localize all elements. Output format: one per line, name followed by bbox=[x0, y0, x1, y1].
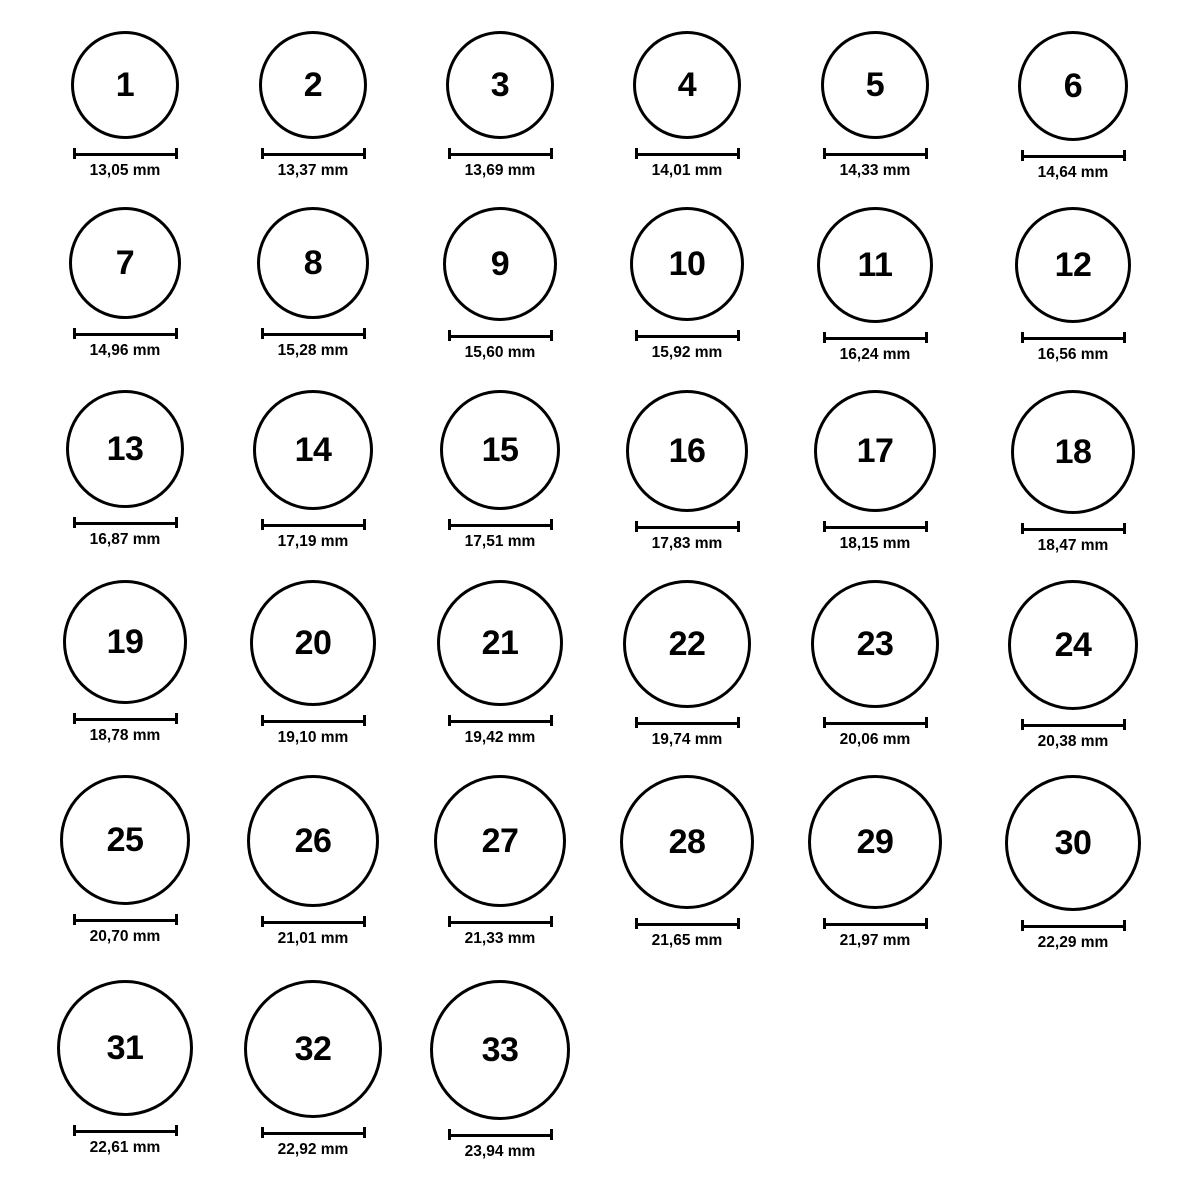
diameter-label: 18,15 mm bbox=[839, 535, 911, 552]
measure-line bbox=[73, 153, 178, 156]
ring-size-cell bbox=[791, 31, 959, 179]
ring-size-cell bbox=[596, 390, 778, 552]
ring-size-cell bbox=[978, 580, 1168, 750]
diameter-measure-bar bbox=[1021, 719, 1126, 730]
ring-circle bbox=[57, 980, 193, 1116]
ring-circle bbox=[60, 775, 190, 905]
measure-cap-right bbox=[737, 918, 740, 929]
diameter-measure-bar bbox=[635, 717, 740, 728]
ring-size-cell bbox=[985, 207, 1161, 363]
measure-line bbox=[635, 153, 740, 156]
ring-size-number: 26 bbox=[294, 822, 332, 860]
measure-cap-right bbox=[737, 330, 740, 341]
ring-size-number: 27 bbox=[481, 822, 519, 860]
diameter-label: 19,74 mm bbox=[651, 731, 723, 748]
measure-cap-left bbox=[261, 916, 264, 927]
measure-cap-right bbox=[737, 521, 740, 532]
ring-size-number: 14 bbox=[294, 431, 332, 469]
measure-line bbox=[261, 153, 366, 156]
ring-size-cell bbox=[590, 775, 784, 949]
measure-cap-right bbox=[175, 1125, 178, 1136]
ring-circle bbox=[71, 31, 179, 139]
ring-size-number: 16 bbox=[668, 432, 706, 470]
measure-cap-right bbox=[363, 916, 366, 927]
diameter-measure-bar bbox=[261, 519, 366, 530]
measure-cap-right bbox=[550, 519, 553, 530]
measure-cap-right bbox=[1123, 920, 1126, 931]
ring-size-number: 30 bbox=[1054, 824, 1092, 862]
ring-size-number: 33 bbox=[481, 1031, 519, 1069]
diameter-measure-bar bbox=[448, 330, 553, 341]
ring-size-number: 8 bbox=[303, 244, 323, 282]
ring-size-cell bbox=[39, 207, 211, 359]
ring-size-number: 18 bbox=[1054, 433, 1092, 471]
diameter-label: 13,05 mm bbox=[89, 162, 161, 179]
measure-line bbox=[635, 923, 740, 926]
measure-line bbox=[635, 526, 740, 529]
ring-circle bbox=[69, 207, 181, 319]
ring-size-number: 2 bbox=[303, 66, 323, 104]
ring-circle bbox=[253, 390, 373, 510]
ring-circle bbox=[437, 580, 563, 706]
ring-size-cell bbox=[27, 980, 223, 1156]
ring-size-cell bbox=[600, 207, 774, 361]
measure-line bbox=[823, 526, 928, 529]
ring-size-cell bbox=[41, 31, 209, 179]
ring-size-number: 32 bbox=[294, 1030, 332, 1068]
ring-size-number: 17 bbox=[856, 432, 894, 470]
measure-line bbox=[448, 153, 553, 156]
ring-size-number: 20 bbox=[294, 624, 332, 662]
diameter-measure-bar bbox=[261, 916, 366, 927]
measure-cap-left bbox=[448, 715, 451, 726]
measure-line bbox=[261, 921, 366, 924]
ring-size-cell bbox=[227, 207, 399, 359]
diameter-measure-bar bbox=[1021, 523, 1126, 534]
diameter-label: 22,29 mm bbox=[1037, 934, 1109, 951]
ring-circle bbox=[1015, 207, 1131, 323]
measure-cap-left bbox=[635, 717, 638, 728]
diameter-label: 13,69 mm bbox=[464, 162, 536, 179]
measure-cap-left bbox=[261, 328, 264, 339]
ring-circle bbox=[814, 390, 936, 512]
measure-cap-left bbox=[261, 1127, 264, 1138]
diameter-label: 21,97 mm bbox=[839, 932, 911, 949]
diameter-label: 18,78 mm bbox=[89, 727, 161, 744]
measure-cap-right bbox=[175, 328, 178, 339]
measure-line bbox=[73, 1130, 178, 1133]
ring-size-number: 15 bbox=[481, 431, 519, 469]
measure-cap-right bbox=[550, 715, 553, 726]
measure-cap-left bbox=[448, 916, 451, 927]
diameter-measure-bar bbox=[635, 521, 740, 532]
ring-circle bbox=[257, 207, 369, 319]
diameter-label: 22,61 mm bbox=[89, 1139, 161, 1156]
measure-cap-left bbox=[261, 519, 264, 530]
measure-cap-left bbox=[635, 918, 638, 929]
diameter-label: 16,87 mm bbox=[89, 531, 161, 548]
diameter-measure-bar bbox=[635, 918, 740, 929]
ring-size-cell bbox=[220, 580, 406, 746]
ring-size-cell bbox=[407, 580, 593, 746]
measure-cap-left bbox=[823, 918, 826, 929]
ring-circle bbox=[1008, 580, 1138, 710]
measure-line bbox=[73, 333, 178, 336]
ring-circle bbox=[821, 31, 929, 139]
ring-size-cell bbox=[603, 31, 771, 179]
ring-circle bbox=[440, 390, 560, 510]
diameter-measure-bar bbox=[1021, 920, 1126, 931]
measure-line bbox=[1021, 925, 1126, 928]
ring-circle bbox=[259, 31, 367, 139]
measure-cap-left bbox=[635, 330, 638, 341]
ring-circle bbox=[63, 580, 187, 704]
ring-circle bbox=[623, 580, 751, 708]
ring-circle bbox=[446, 31, 554, 139]
diameter-label: 14,96 mm bbox=[89, 342, 161, 359]
ring-size-number: 22 bbox=[668, 625, 706, 663]
measure-cap-left bbox=[1021, 150, 1024, 161]
ring-circle bbox=[811, 580, 939, 708]
ring-size-number: 7 bbox=[115, 244, 135, 282]
measure-cap-left bbox=[1021, 719, 1024, 730]
measure-cap-left bbox=[261, 148, 264, 159]
measure-cap-left bbox=[448, 1129, 451, 1140]
ring-size-cell bbox=[787, 207, 963, 363]
diameter-measure-bar bbox=[448, 715, 553, 726]
measure-cap-left bbox=[1021, 332, 1024, 343]
diameter-label: 16,24 mm bbox=[839, 346, 911, 363]
ring-size-cell bbox=[981, 390, 1165, 554]
diameter-measure-bar bbox=[261, 328, 366, 339]
measure-cap-left bbox=[1021, 920, 1024, 931]
measure-line bbox=[823, 722, 928, 725]
diameter-measure-bar bbox=[73, 517, 178, 528]
diameter-measure-bar bbox=[1021, 332, 1126, 343]
diameter-label: 16,56 mm bbox=[1037, 346, 1109, 363]
diameter-label: 15,92 mm bbox=[651, 344, 723, 361]
diameter-label: 19,42 mm bbox=[464, 729, 536, 746]
diameter-measure-bar bbox=[73, 914, 178, 925]
diameter-label: 21,01 mm bbox=[277, 930, 349, 947]
ring-circle bbox=[434, 775, 566, 907]
measure-line bbox=[261, 720, 366, 723]
measure-cap-left bbox=[1021, 523, 1024, 534]
measure-line bbox=[1021, 724, 1126, 727]
measure-cap-right bbox=[925, 148, 928, 159]
measure-line bbox=[823, 153, 928, 156]
diameter-label: 14,33 mm bbox=[839, 162, 911, 179]
ring-size-number: 31 bbox=[106, 1029, 144, 1067]
measure-cap-left bbox=[635, 521, 638, 532]
measure-line bbox=[261, 1132, 366, 1135]
ring-circle bbox=[1005, 775, 1141, 911]
diameter-measure-bar bbox=[448, 519, 553, 530]
ring-size-cell bbox=[784, 390, 966, 552]
ring-size-cell bbox=[410, 390, 590, 550]
ring-circle bbox=[633, 31, 741, 139]
measure-cap-right bbox=[1123, 719, 1126, 730]
diameter-label: 20,06 mm bbox=[839, 731, 911, 748]
measure-cap-left bbox=[823, 148, 826, 159]
measure-line bbox=[448, 335, 553, 338]
measure-cap-right bbox=[925, 332, 928, 343]
diameter-measure-bar bbox=[261, 1127, 366, 1138]
measure-line bbox=[635, 722, 740, 725]
ring-size-cell bbox=[30, 775, 220, 945]
measure-cap-left bbox=[448, 148, 451, 159]
measure-line bbox=[823, 337, 928, 340]
ring-size-number: 10 bbox=[668, 245, 706, 283]
ring-size-number: 3 bbox=[490, 66, 510, 104]
ring-size-cell bbox=[778, 775, 972, 949]
diameter-label: 14,01 mm bbox=[651, 162, 723, 179]
measure-cap-left bbox=[73, 517, 76, 528]
diameter-measure-bar bbox=[635, 148, 740, 159]
diameter-label: 20,70 mm bbox=[89, 928, 161, 945]
measure-line bbox=[73, 718, 178, 721]
ring-size-number: 1 bbox=[115, 66, 135, 104]
measure-cap-right bbox=[550, 916, 553, 927]
ring-size-cell bbox=[404, 775, 596, 947]
ring-size-cell bbox=[593, 580, 781, 748]
diameter-measure-bar bbox=[823, 521, 928, 532]
ring-size-number: 9 bbox=[490, 245, 510, 283]
measure-cap-left bbox=[73, 914, 76, 925]
ring-size-number: 29 bbox=[856, 823, 894, 861]
ring-size-cell bbox=[400, 980, 600, 1160]
measure-line bbox=[1021, 337, 1126, 340]
ring-size-cell bbox=[36, 390, 214, 548]
measure-line bbox=[261, 524, 366, 527]
measure-cap-right bbox=[363, 715, 366, 726]
measure-cap-left bbox=[448, 519, 451, 530]
measure-line bbox=[1021, 528, 1126, 531]
measure-line bbox=[448, 921, 553, 924]
ring-circle bbox=[808, 775, 942, 909]
diameter-label: 18,47 mm bbox=[1037, 537, 1109, 554]
diameter-measure-bar bbox=[73, 713, 178, 724]
ring-size-cell bbox=[214, 980, 412, 1158]
measure-line bbox=[261, 333, 366, 336]
ring-circle bbox=[430, 980, 570, 1120]
ring-circle bbox=[247, 775, 379, 907]
measure-cap-right bbox=[1123, 523, 1126, 534]
measure-cap-left bbox=[73, 713, 76, 724]
ring-size-number: 12 bbox=[1054, 246, 1092, 284]
ring-circle bbox=[66, 390, 184, 508]
diameter-label: 23,94 mm bbox=[464, 1143, 536, 1160]
diameter-measure-bar bbox=[448, 148, 553, 159]
diameter-measure-bar bbox=[823, 332, 928, 343]
measure-cap-left bbox=[823, 521, 826, 532]
measure-cap-right bbox=[1123, 150, 1126, 161]
diameter-measure-bar bbox=[261, 715, 366, 726]
ring-size-number: 23 bbox=[856, 625, 894, 663]
measure-cap-right bbox=[925, 918, 928, 929]
ring-size-number: 11 bbox=[857, 246, 893, 284]
ring-size-cell bbox=[975, 775, 1171, 951]
ring-size-cell bbox=[781, 580, 969, 748]
diameter-measure-bar bbox=[448, 916, 553, 927]
ring-circle bbox=[1018, 31, 1128, 141]
ring-size-cell bbox=[33, 580, 217, 744]
measure-cap-right bbox=[175, 148, 178, 159]
diameter-label: 17,19 mm bbox=[277, 533, 349, 550]
ring-circle bbox=[630, 207, 744, 321]
measure-cap-left bbox=[73, 328, 76, 339]
ring-size-number: 19 bbox=[106, 623, 144, 661]
measure-cap-right bbox=[550, 148, 553, 159]
diameter-label: 20,38 mm bbox=[1037, 733, 1109, 750]
ring-size-cell bbox=[229, 31, 397, 179]
ring-circle bbox=[817, 207, 933, 323]
measure-cap-left bbox=[635, 148, 638, 159]
diameter-label: 21,33 mm bbox=[464, 930, 536, 947]
ring-size-cell bbox=[217, 775, 409, 947]
ring-circle bbox=[244, 980, 382, 1118]
measure-cap-right bbox=[363, 328, 366, 339]
measure-cap-left bbox=[448, 330, 451, 341]
diameter-label: 14,64 mm bbox=[1037, 164, 1109, 181]
diameter-measure-bar bbox=[823, 918, 928, 929]
ring-size-number: 5 bbox=[865, 66, 885, 104]
measure-cap-left bbox=[823, 717, 826, 728]
measure-cap-right bbox=[925, 717, 928, 728]
ring-circle bbox=[250, 580, 376, 706]
measure-cap-right bbox=[175, 517, 178, 528]
diameter-label: 13,37 mm bbox=[277, 162, 349, 179]
ring-circle bbox=[443, 207, 557, 321]
ring-size-cell bbox=[413, 207, 587, 361]
measure-line bbox=[73, 522, 178, 525]
diameter-measure-bar bbox=[635, 330, 740, 341]
ring-size-cell bbox=[416, 31, 584, 179]
measure-line bbox=[1021, 155, 1126, 158]
diameter-label: 17,83 mm bbox=[651, 535, 723, 552]
ring-circle bbox=[620, 775, 754, 909]
diameter-measure-bar bbox=[73, 328, 178, 339]
ring-size-cell bbox=[988, 31, 1158, 181]
measure-cap-right bbox=[737, 148, 740, 159]
diameter-measure-bar bbox=[823, 717, 928, 728]
measure-line bbox=[635, 335, 740, 338]
ring-circle bbox=[1011, 390, 1135, 514]
diameter-measure-bar bbox=[73, 1125, 178, 1136]
ring-size-number: 4 bbox=[677, 66, 697, 104]
measure-cap-right bbox=[737, 717, 740, 728]
measure-cap-left bbox=[73, 1125, 76, 1136]
measure-cap-right bbox=[550, 330, 553, 341]
diameter-measure-bar bbox=[261, 148, 366, 159]
diameter-label: 15,28 mm bbox=[277, 342, 349, 359]
measure-cap-right bbox=[925, 521, 928, 532]
ring-size-number: 28 bbox=[668, 823, 706, 861]
measure-cap-right bbox=[175, 914, 178, 925]
measure-cap-left bbox=[73, 148, 76, 159]
measure-line bbox=[823, 923, 928, 926]
diameter-label: 22,92 mm bbox=[277, 1141, 349, 1158]
diameter-measure-bar bbox=[73, 148, 178, 159]
measure-line bbox=[448, 1134, 553, 1137]
measure-cap-right bbox=[550, 1129, 553, 1140]
ring-size-number: 13 bbox=[106, 430, 144, 468]
ring-size-number: 6 bbox=[1063, 67, 1083, 105]
measure-line bbox=[448, 720, 553, 723]
measure-cap-left bbox=[823, 332, 826, 343]
ring-size-cell bbox=[223, 390, 403, 550]
measure-cap-right bbox=[1123, 332, 1126, 343]
measure-cap-right bbox=[363, 148, 366, 159]
ring-size-number: 21 bbox=[481, 624, 519, 662]
diameter-measure-bar bbox=[448, 1129, 553, 1140]
ring-size-number: 25 bbox=[106, 821, 144, 859]
measure-line bbox=[448, 524, 553, 527]
diameter-label: 21,65 mm bbox=[651, 932, 723, 949]
measure-cap-right bbox=[363, 1127, 366, 1138]
diameter-measure-bar bbox=[1021, 150, 1126, 161]
measure-line bbox=[73, 919, 178, 922]
measure-cap-right bbox=[363, 519, 366, 530]
diameter-label: 17,51 mm bbox=[464, 533, 536, 550]
diameter-label: 19,10 mm bbox=[277, 729, 349, 746]
measure-cap-left bbox=[261, 715, 264, 726]
measure-cap-right bbox=[175, 713, 178, 724]
diameter-measure-bar bbox=[823, 148, 928, 159]
ring-circle bbox=[626, 390, 748, 512]
ring-size-number: 24 bbox=[1054, 626, 1092, 664]
diameter-label: 15,60 mm bbox=[464, 344, 536, 361]
